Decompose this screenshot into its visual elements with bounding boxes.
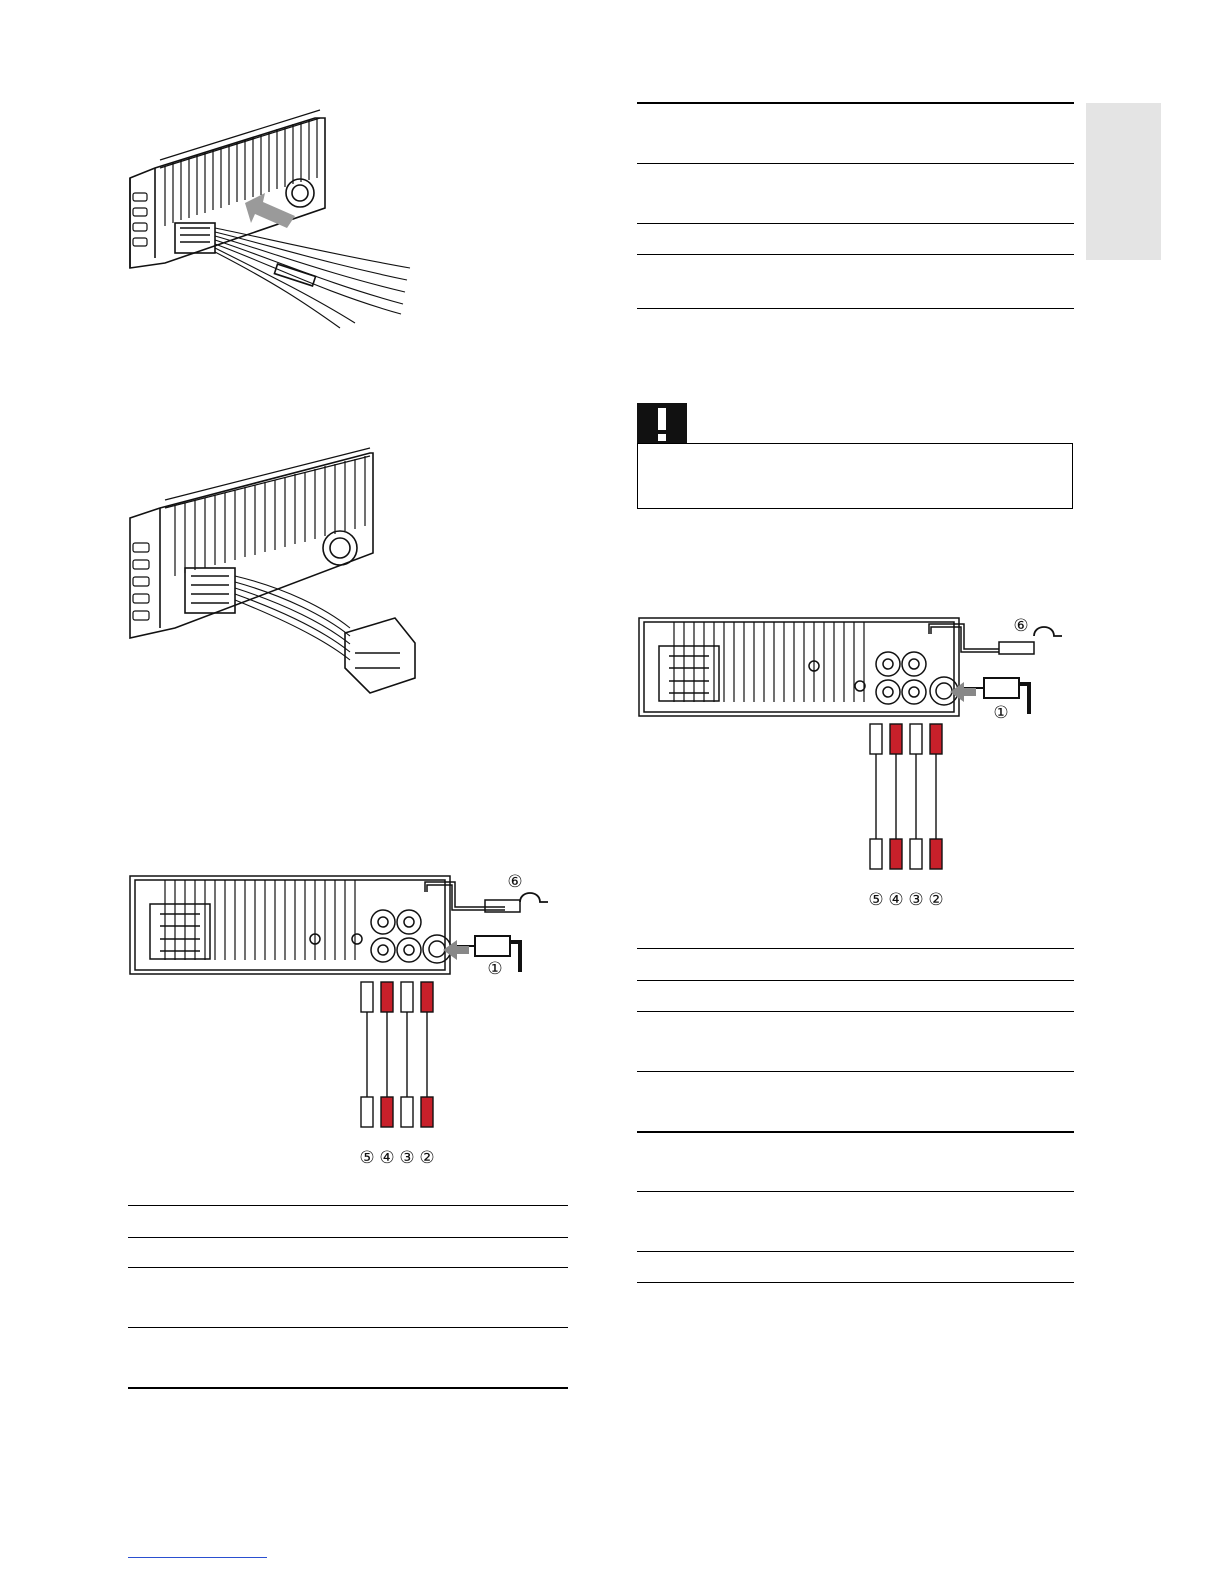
rca-connection-figure-right xyxy=(634,606,1094,911)
table-rule xyxy=(128,1267,568,1268)
table-rule xyxy=(637,948,1074,949)
callout-1: ① xyxy=(487,959,503,979)
table-rule xyxy=(637,1071,1074,1072)
callout-4: ④ xyxy=(379,1148,395,1168)
table-rule xyxy=(637,254,1074,255)
callout-2: ② xyxy=(419,1148,435,1168)
footer-link-underline[interactable] xyxy=(128,1557,267,1558)
exclamation-icon xyxy=(637,403,687,444)
callout-4: ④ xyxy=(888,890,904,910)
table-rule xyxy=(637,223,1074,224)
table-rule xyxy=(128,1387,568,1389)
language-side-tab xyxy=(1086,103,1161,260)
callout-6: ⑥ xyxy=(1013,616,1029,636)
caution-box xyxy=(637,443,1073,509)
table-rule xyxy=(128,1327,568,1328)
rca-connection-figure-left xyxy=(125,864,585,1169)
table-rule xyxy=(637,1131,1074,1133)
callout-6: ⑥ xyxy=(507,872,523,892)
table-rule xyxy=(637,102,1074,104)
table-rule xyxy=(637,308,1074,309)
harness-connection-figure xyxy=(125,98,425,338)
table-rule xyxy=(637,1251,1074,1252)
table-rule xyxy=(637,980,1074,981)
callout-3: ③ xyxy=(399,1148,415,1168)
table-rule xyxy=(128,1237,568,1238)
table-rule xyxy=(637,1011,1074,1012)
iso-connector-figure xyxy=(125,428,425,708)
callout-2: ② xyxy=(928,890,944,910)
table-rule xyxy=(637,1191,1074,1192)
callout-3: ③ xyxy=(908,890,924,910)
table-rule xyxy=(128,1205,568,1206)
table-rule xyxy=(637,1282,1074,1283)
callout-5: ⑤ xyxy=(868,890,884,910)
table-rule xyxy=(637,163,1074,164)
callout-1: ① xyxy=(993,703,1009,723)
callout-5: ⑤ xyxy=(359,1148,375,1168)
